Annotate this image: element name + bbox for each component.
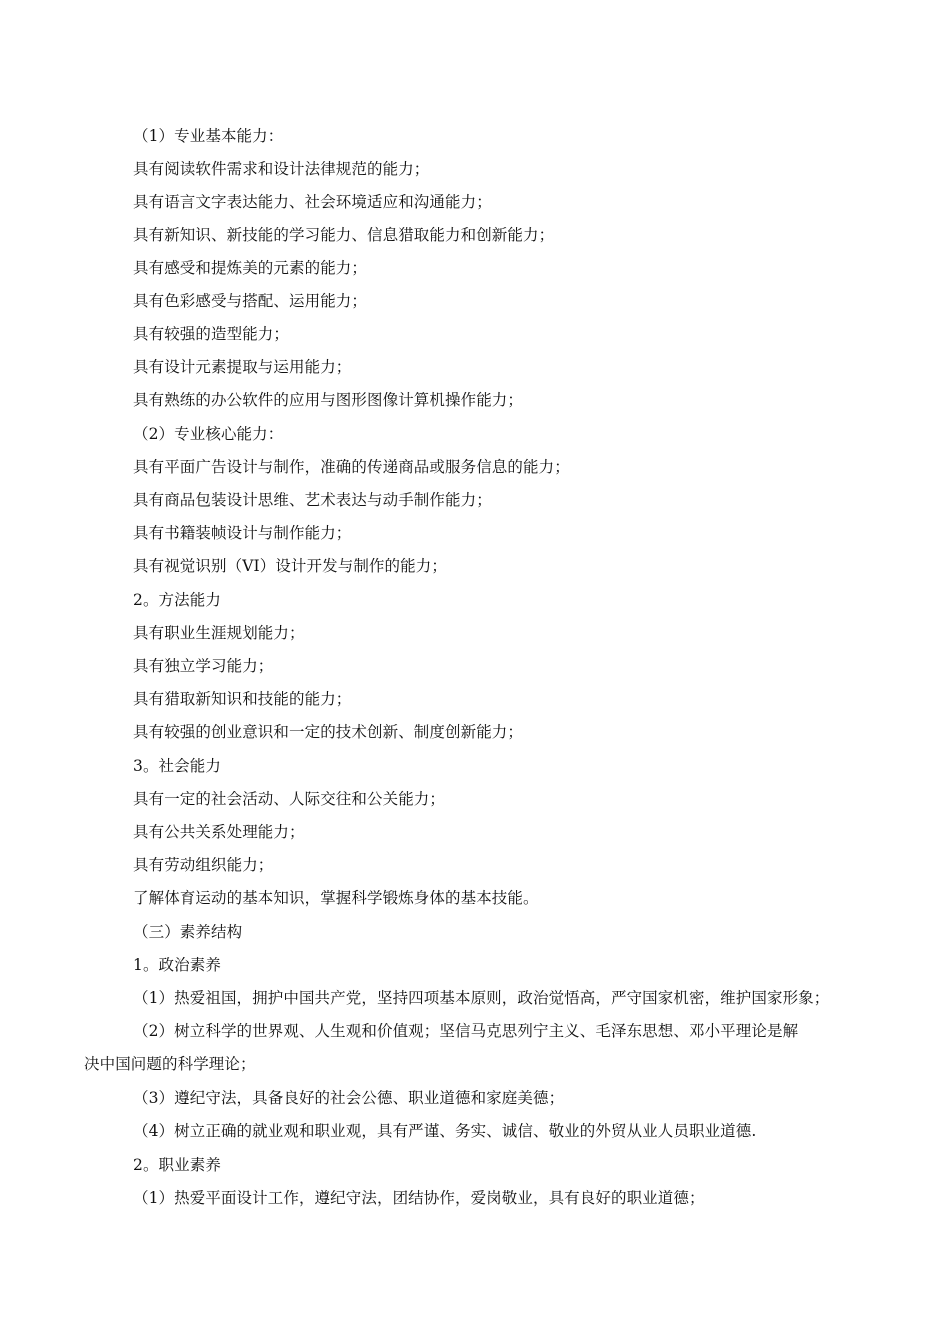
text-line-continuation: 决中国问题的科学理论；: [84, 1055, 256, 1073]
text-line: 具有公共关系处理能力；: [133, 823, 305, 841]
text-line: 具有新知识、新技能的学习能力、信息猎取能力和创新能力；: [133, 226, 555, 244]
heading-political-quality: 1。政治素养: [133, 956, 221, 974]
text-line: （3）遵纪守法，具备良好的社会公德、职业道德和家庭美德；: [133, 1089, 565, 1107]
heading-professional-basic-ability: （1）专业基本能力：: [133, 127, 284, 145]
text-line: （1）热爱平面设计工作，遵纪守法，团结协作，爱岗敬业，具有良好的职业道德；: [133, 1189, 705, 1207]
text-line: 具有商品包装设计思维、艺术表达与动手制作能力；: [133, 491, 492, 509]
text-line: 具有平面广告设计与制作，准确的传递商品或服务信息的能力；: [133, 458, 570, 476]
heading-professional-core-ability: （2）专业核心能力：: [133, 425, 284, 443]
text-line: 具有熟练的办公软件的应用与图形图像计算机操作能力；: [133, 391, 524, 409]
text-line: 具有感受和提炼美的元素的能力；: [133, 259, 368, 277]
text-line: 了解体育运动的基本知识，掌握科学锻炼身体的基本技能。: [133, 889, 539, 907]
text-line: 具有独立学习能力；: [133, 657, 274, 675]
text-line: 具有一定的社会活动、人际交往和公关能力；: [133, 790, 446, 808]
text-line: 具有较强的造型能力；: [133, 325, 290, 343]
text-line: 具有语言文字表达能力、社会环境适应和沟通能力；: [133, 193, 492, 211]
heading-social-ability: 3。社会能力: [133, 757, 221, 775]
text-line: 具有设计元素提取与运用能力；: [133, 358, 352, 376]
text-line: 具有猎取新知识和技能的能力；: [133, 690, 352, 708]
text-line: 具有阅读软件需求和设计法律规范的能力；: [133, 160, 430, 178]
text-line: 具有色彩感受与搭配、运用能力；: [133, 292, 368, 310]
text-line: （4）树立正确的就业观和职业观，具有严谨、务实、诚信、敬业的外贸从业人员职业道德.: [133, 1122, 757, 1140]
text-line: 具有较强的创业意识和一定的技术创新、制度创新能力；: [133, 723, 524, 741]
text-line: （1）热爱祖国，拥护中国共产党，坚持四项基本原则，政治觉悟高，严守国家机密，维护国家形象；: [133, 989, 830, 1007]
heading-method-ability: 2。方法能力: [133, 591, 221, 609]
heading-quality-structure: （三）素养结构: [133, 923, 243, 941]
text-line: 具有视觉识别（VI）设计开发与制作的能力；: [133, 557, 447, 575]
text-line: 具有劳动组织能力；: [133, 856, 274, 874]
text-line: （2）树立科学的世界观、人生观和价值观；坚信马克思列宁主义、毛泽东思想、邓小平理论是解: [133, 1022, 799, 1040]
heading-professional-quality: 2。职业素养: [133, 1156, 221, 1174]
text-line: 具有书籍装帧设计与制作能力；: [133, 524, 352, 542]
text-line: 具有职业生涯规划能力；: [133, 624, 305, 642]
